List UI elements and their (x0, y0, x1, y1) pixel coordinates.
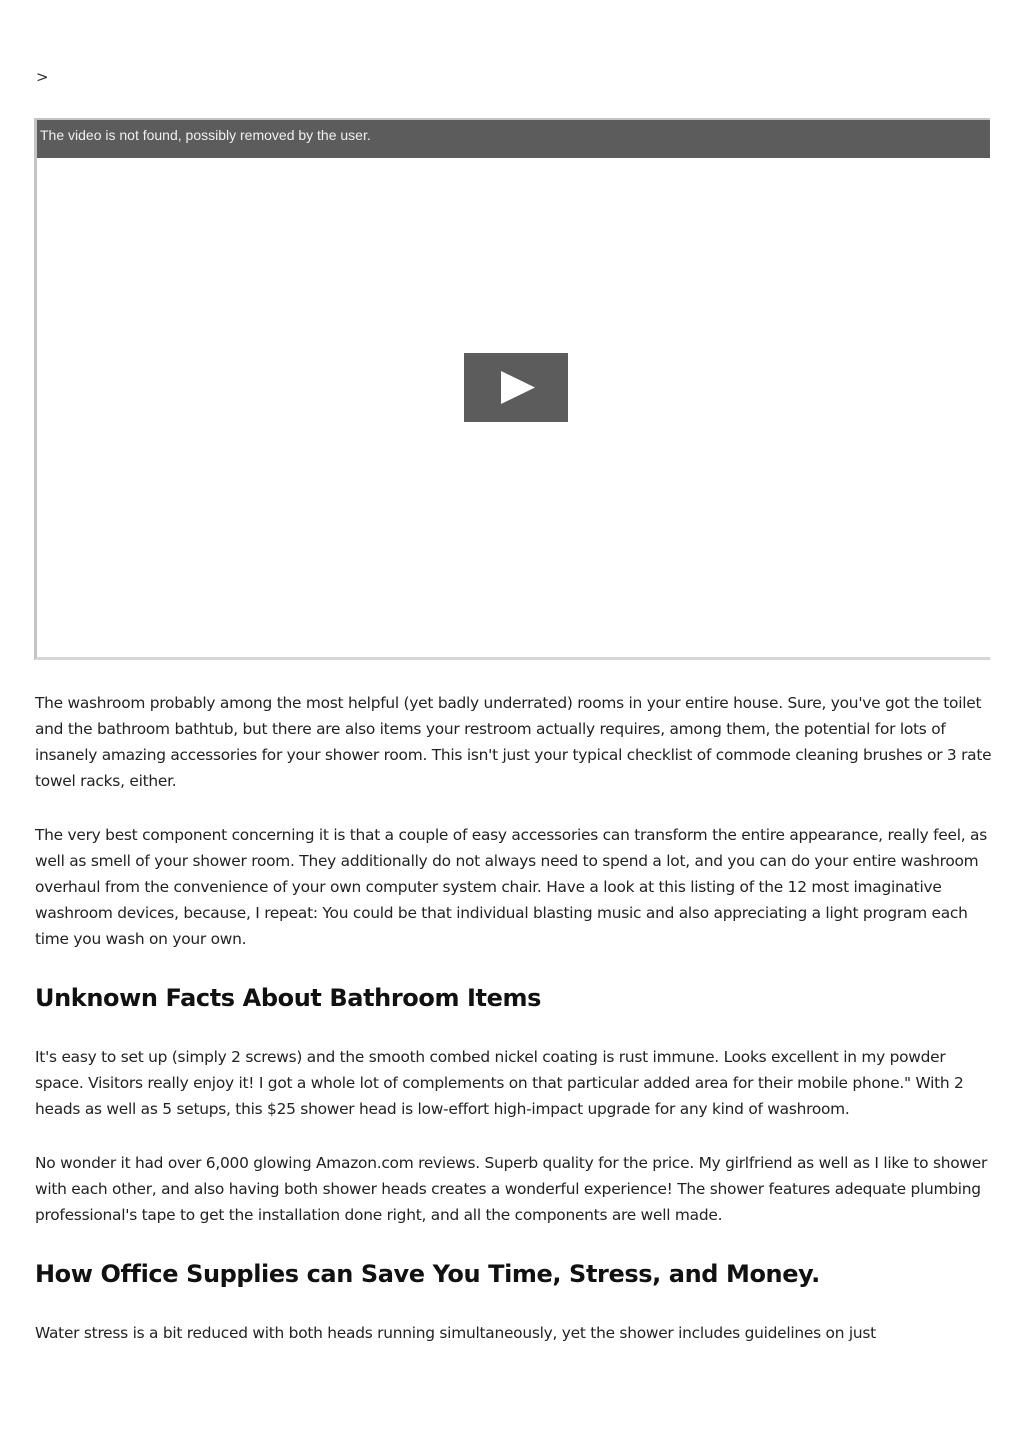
play-icon (464, 353, 568, 422)
play-button[interactable] (464, 353, 568, 422)
article-body (35, 690, 995, 1346)
article-paragraph: Water stress is a bit reduced with both heads running simultaneously, yet the shower includes guidelines on just (35, 1324, 876, 1342)
section-heading: Unknown Facts About Bathroom Items (35, 984, 541, 1012)
video-embed[interactable] (34, 118, 990, 660)
video-error-message: The video is not found, possibly removed by the user. (37, 120, 990, 158)
section-heading: How Office Supplies can Save You Time, Stress, and Money. (35, 1260, 820, 1288)
article-paragraph: No wonder it had over 6,000 glowing Amazon.com reviews. Superb quality for the price. My girlfriend as well as I like to shower with each other, and also having both shower heads creates a wonderful experience! The shower features adequate plumbing professional's tape to get the installation done right, and all the components are well made. (35, 1154, 988, 1224)
article-paragraph: The very best component concerning it is that a couple of easy accessories can transform the entire appearance, really feel, as well as smell of your shower room. They additionally do not always need to spend a lot, and you can do your entire washroom overhaul from the convenience of your own computer system chair. Have a look at this listing of the 12 most imaginative washroom devices, because, I repeat: You could be that individual blasting music and also appreciating a light program each time you wash on your own. (35, 826, 988, 948)
stray-caret-text: > (36, 68, 49, 86)
article-paragraph: The washroom probably among the most helpful (yet badly underrated) rooms in your entire house. Sure, you've got the toilet and the bathroom bathtub, but there are also items your restroom actually requires, among them, the potential for lots of insanely amazing accessories for your shower room. This isn't just your typical checklist of commode cleaning brushes or 3 rate towel racks, either. (35, 694, 992, 790)
article-paragraph: It's easy to set up (simply 2 screws) and the smooth combed nickel coating is rust immune. Looks excellent in my powder space. Visitors really enjoy it! I got a whole lot of complements on that particular added area for their mobile phone." With 2 heads as well as 5 setups, this $25 shower head is low-effort high-impact upgrade for any kind of washroom. (35, 1048, 964, 1118)
